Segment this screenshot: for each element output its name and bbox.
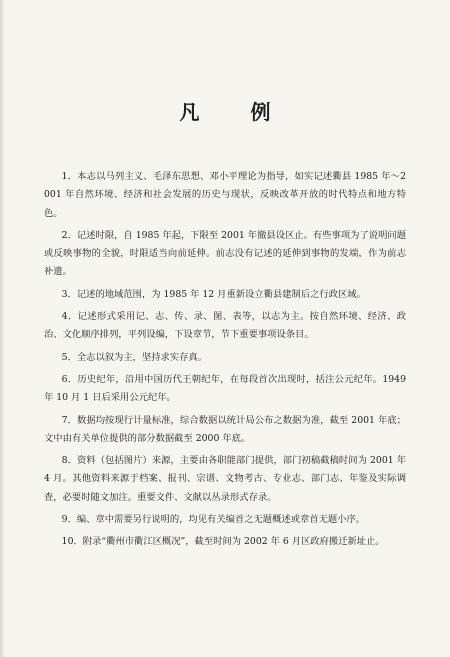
guideline-item-8: 8．资料（包括图片）来源，主要由各职能部门提供，部门初稿截稿时间为 2001 年 4 月。其他资料来源于档案、报刊、宗谱、文物考古、专业志、部门志、年鉴及实际调查，必要时随文加注。重要文件、文献以丛录形式存录。 bbox=[44, 455, 406, 503]
guideline-item-9: 9．编、章中需要另行说明的，均见有关编首之无题概述或章首无题小序。 bbox=[61, 514, 366, 526]
page-title: 凡 例 bbox=[179, 100, 293, 124]
guideline-item-7: 7．数据均按现行计量标准，综合数据以统计局公布之数据为准，截至 2001 年底；文中由有关单位提供的部分数据截至 2000 年底。 bbox=[44, 414, 406, 444]
guideline-item-10: 10．附录“衢州市衢江区概况”，截至时间为 2002 年 6 月区政府搬迁新址止。 bbox=[61, 536, 385, 548]
guideline-item-6: 6．历史纪年，沿用中国历代王朝纪年，在每段首次出现时，括注公元纪年。1949 年 10 月 1 日后采用公元纪年。 bbox=[44, 373, 406, 404]
guideline-item-4: 4．记述形式采用记、志、传、录、图、表等，以志为主。按自然环境、经济、政治、文化顺序排列，平列设编，下设章节，节下重要事项设条目。 bbox=[44, 311, 406, 341]
guidelines-list bbox=[44, 168, 406, 556]
guideline-item-5: 5．全志以叙为主，坚持求实存真。 bbox=[61, 351, 208, 363]
guideline-item-1: 1．本志以马列主义、毛泽东思想、邓小平理论为指导，如实记述衢县 1985 年～2001 年自然环境、经济和社会发展的历史与现状，反映改革开放的时代特点和地方特色。 bbox=[44, 171, 406, 219]
guideline-item-2: 2．记述时限，自 1985 年起，下限至 2001 年撤县设区止。有些事项为了说明问题或反映事物的全貌，时限适当向前延伸。前志没有记述的延伸到事物的发端，作为前志补遗。 bbox=[44, 229, 406, 278]
guideline-item-3: 3．记述的地域范围，为 1985 年 12 月重新设立衢县建制后之行政区域。 bbox=[61, 288, 366, 300]
